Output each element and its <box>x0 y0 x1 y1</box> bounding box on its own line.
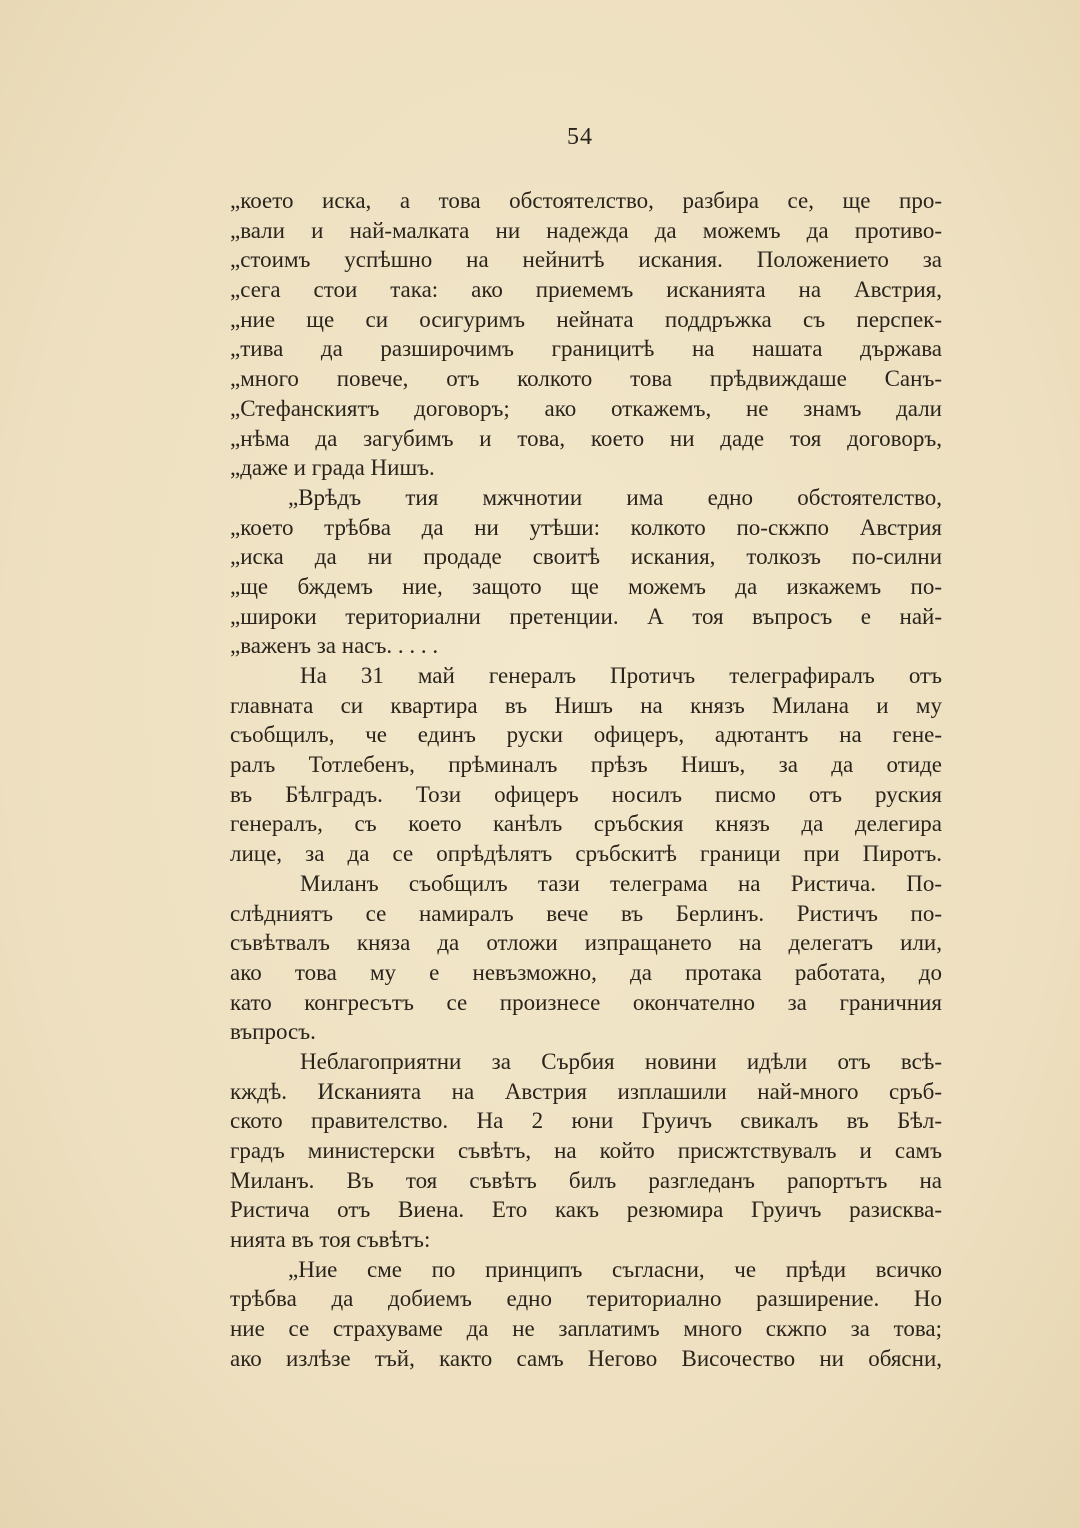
text-line: „което иска, а това обстоятелство, разбира се, ще про- <box>230 188 942 213</box>
text-line: градъ министерски съвѣтъ, на който присжтствувалъ и самъ <box>230 1138 942 1163</box>
text-line: „даже и града Нишъ. <box>230 455 435 481</box>
body-text <box>230 186 942 1374</box>
text-line: „много повече, отъ колкото това прѣдвиждаше Санъ- <box>230 366 942 392</box>
text-line: въпросъ. <box>230 1019 316 1045</box>
text-line: На 31 май генералъ Протичъ телеграфиралъ отъ <box>300 663 942 688</box>
text-line: лице, за да се опрѣдѣлятъ сръбскитѣ граници при Пиротъ. <box>230 841 942 867</box>
text-line: трѣбва да добиемъ едно териториално разширение. Но <box>230 1286 942 1312</box>
text-line: Миланъ съобщилъ тази телеграма на Ристича. По- <box>300 870 942 896</box>
text-line: „Ние сме по принципъ съгласни, че прѣди всичко <box>288 1256 942 1282</box>
text-line: главната си квартира въ Нишъ на князъ Милана и му <box>230 692 942 718</box>
text-line: „тива да разширочимъ границитѣ на нашата държава <box>230 336 942 362</box>
text-line: слѣдниятъ се намиралъ вече въ Берлинъ. Ристичъ по- <box>230 900 942 926</box>
text-line: съвѣтвалъ княза да отложи изпращането на делегатъ или, <box>230 930 942 956</box>
text-line: въ Бѣлградъ. Този офицеръ носилъ писмо отъ руския <box>230 781 942 807</box>
text-line: „ще бждемъ ние, защото ще можемъ да изкажемъ по- <box>230 573 942 599</box>
text-line: „ние ще си осигуримъ нейната поддръжка съ перспек- <box>230 306 942 332</box>
text-line: кждѣ. Исканията на Австрия изплашили най-много сръб- <box>230 1078 942 1104</box>
text-line: Неблагоприятни за Сърбия новини идѣли отъ всѣ- <box>300 1048 942 1074</box>
text-line: съобщилъ, че единъ руски офицеръ, адютантъ на гене- <box>230 722 942 748</box>
text-line: „нѣма да загубимъ и това, което ни даде тоя договоръ, <box>230 425 942 451</box>
page-number: 54 <box>567 124 593 150</box>
text-line: „важенъ за насъ. . . . . <box>230 633 439 659</box>
text-line: „широки териториални претенции. А тоя въпросъ е най- <box>230 603 942 629</box>
text-line: Миланъ. Въ тоя съвѣтъ билъ разгледанъ рапортътъ на <box>230 1167 942 1193</box>
text-line: „иска да ни продаде своитѣ искания, толкозъ по-силни <box>230 544 942 570</box>
text-line: „стоимъ успѣшно на нейнитѣ искания. Положението за <box>230 247 942 273</box>
text-line: генералъ, съ което канѣлъ сръбския князъ да делегира <box>230 811 942 837</box>
text-line: ако излѣзе тъй, както самъ Негово Височество ни обясни, <box>230 1345 942 1371</box>
text-line: ние се страхуваме да не заплатимъ много скжпо за това; <box>230 1316 942 1342</box>
text-line: „Стефанскиятъ договоръ; ако откажемъ, не знамъ дали <box>230 395 942 421</box>
text-line: „сега стои така: ако приемемъ исканията на Австрия, <box>230 277 942 303</box>
text-line: „което трѣбва да ни утѣши: колкото по-скжпо Австрия <box>230 514 942 540</box>
text-line: ако това му е невъзможно, да протака работата, до <box>230 959 942 985</box>
text-line: „Врѣдъ тия мжчнотии има едно обстоятелство, <box>288 484 942 510</box>
text-line: Ристича отъ Виена. Ето какъ резюмира Груичъ разисква- <box>230 1197 942 1223</box>
text-line: ралъ Тотлебенъ, прѣминалъ прѣзъ Нишъ, за да отиде <box>230 752 942 778</box>
text-line: като конгресътъ се произнесе окончателно за граничния <box>230 989 942 1015</box>
text-line: „вали и най-малката ни надежда да можемъ да противо- <box>230 217 942 243</box>
text-line: нията въ тоя съвѣтъ: <box>230 1227 431 1253</box>
text-line: ското правителство. На 2 юни Груичъ свикалъ въ Бѣл- <box>230 1108 942 1134</box>
